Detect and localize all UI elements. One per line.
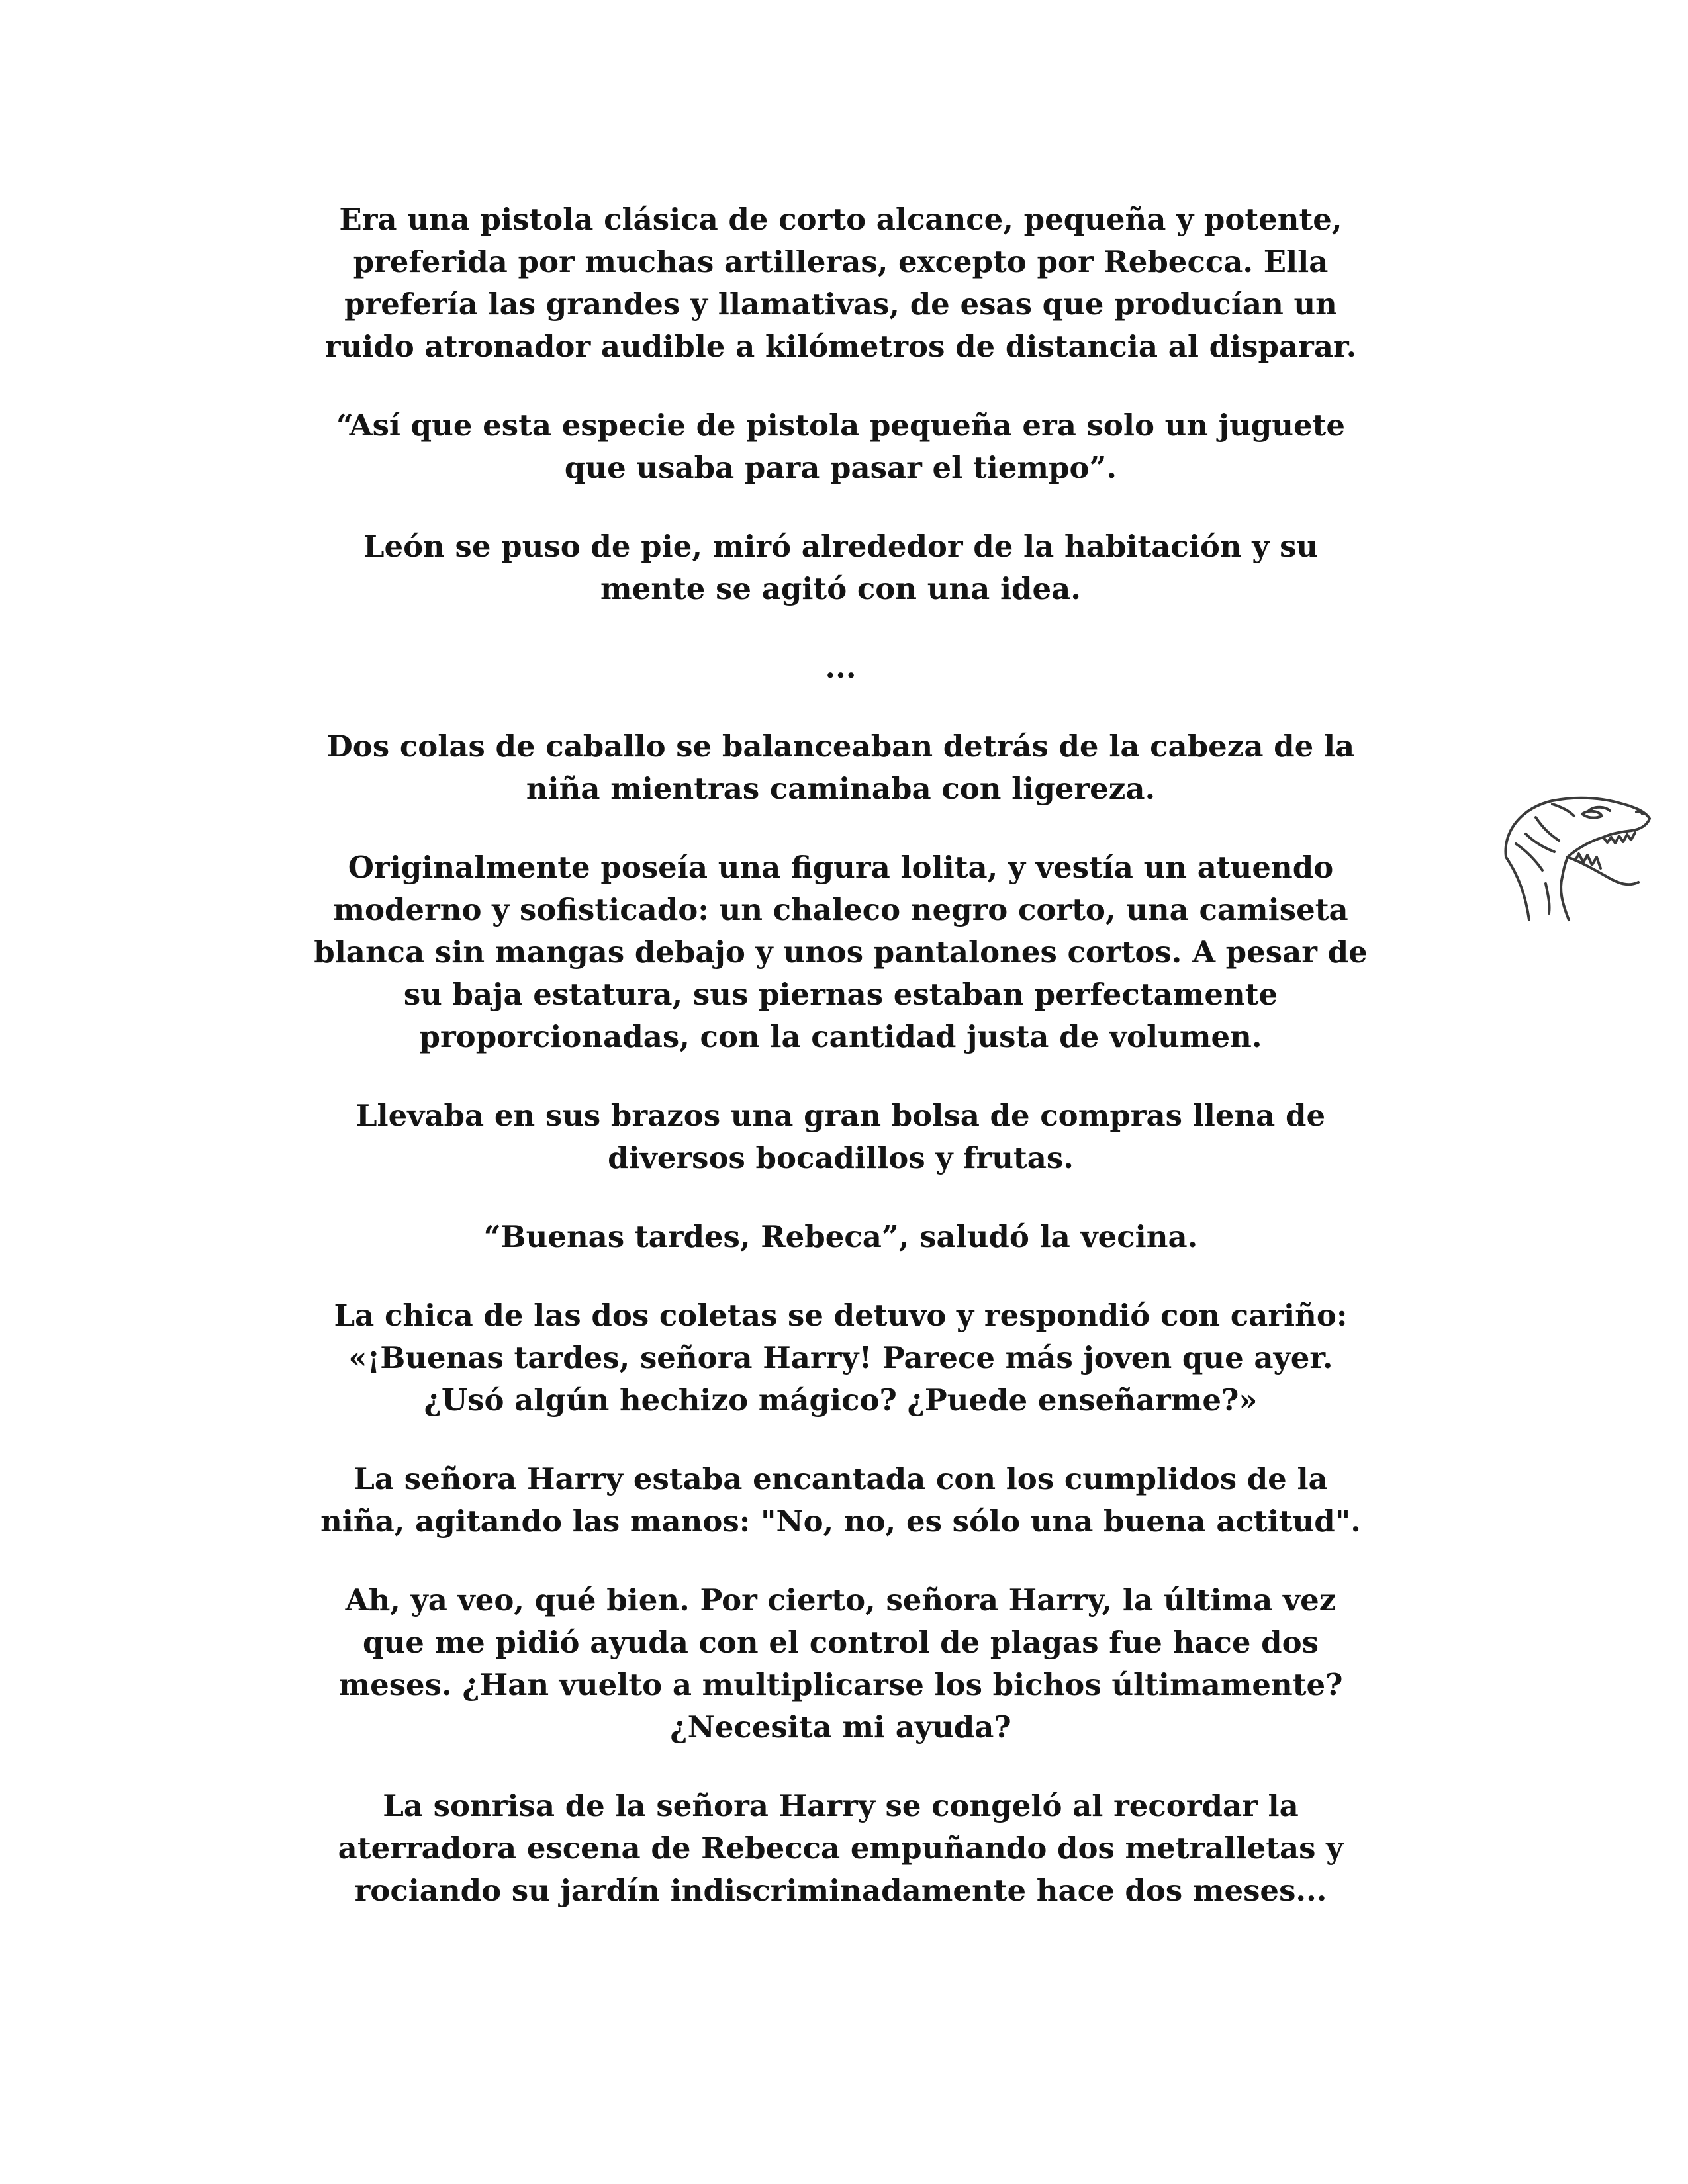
scene-break: ... — [825, 650, 857, 685]
paragraph-1: Era una pistola clásica de corto alcance, pequeña y potente, preferida por muchas artilleras, excepto por Rebecca. Ella prefería las grandes y llamativas, de esas que producían un ruido atronador audible a kilómetros de distancia al disparar. — [324, 202, 1357, 364]
paragraph-6: Llevaba en sus brazos una gran bolsa de compras llena de diversos bocadillos y frutas. — [355, 1098, 1326, 1175]
paragraph-8: La chica de las dos coletas se detuvo y respondió con cariño: «¡Buenas tardes, señora Harry! Parece más joven que ayer. ¿Usó algún hechizo mágico? ¿Puede enseñarme?» — [334, 1298, 1348, 1418]
dinosaur-head-sketch-icon — [1489, 778, 1655, 923]
paragraph-5: Originalmente poseía una figura lolita, y vestía un atuendo moderno y sofisticado: un chaleco negro corto, una camiseta blanca sin mangas debajo y unos pantalones cortos. A pesar de su baja estatura, sus piernas estaban perfectamente proporcionadas, con la cantidad justa de volumen. — [314, 850, 1368, 1054]
paragraph-9: La señora Harry estaba encantada con los cumplidos de la niña, agitando las manos: "No, no, es sólo una buena actitud". — [320, 1461, 1361, 1539]
paragraph-4: Dos colas de caballo se balanceaban detrás de la cabeza de la niña mientras caminaba con ligereza. — [326, 729, 1355, 806]
paragraph-10: Ah, ya veo, qué bien. Por cierto, señora Harry, la última vez que me pidió ayuda con el control de plagas fue hace dos meses. ¿Han vuelto a multiplicarse los bichos últimamente? ¿Necesita mi ayuda? — [338, 1582, 1343, 1745]
paragraph-11: La sonrisa de la señora Harry se congeló al recordar la aterradora escena de Rebecca empuñando dos metralletas y rociando su jardín indiscriminadamente hace dos meses... — [338, 1788, 1344, 1908]
paragraph-3: León se puso de pie, miró alrededor de la habitación y su mente se agitó con una idea. — [363, 529, 1319, 606]
paragraph-2: “Así que esta especie de pistola pequeña era solo un juguete que usaba para pasar el tiempo”. — [336, 408, 1346, 485]
story-text — [218, 199, 1463, 1948]
paragraph-7: “Buenas tardes, Rebeca”, saludó la vecina. — [483, 1219, 1198, 1254]
